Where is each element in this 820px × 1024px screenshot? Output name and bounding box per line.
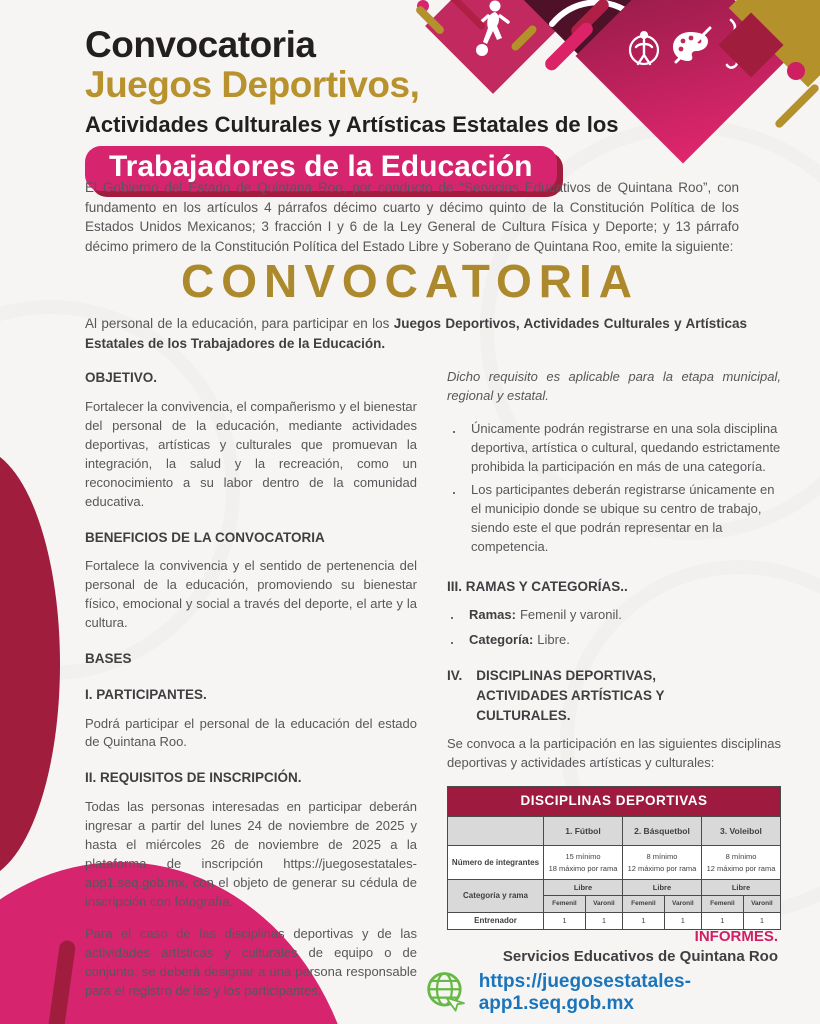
requisitos-heading: II. REQUISITOS DE INSCRIPCIÓN.: [85, 770, 302, 786]
palette-icon: [668, 24, 714, 68]
globe-icon: [424, 968, 467, 1018]
title-badge-trabajadores: Trabajadores de la Educación: [85, 146, 557, 191]
categoria-label: Categoría:: [469, 632, 534, 648]
disciplinas-heading: [447, 666, 781, 725]
dancer-icon: [626, 26, 662, 68]
intro-paragraph: El Gobierno del Estado de Quintana Roo, por conducto de “Servicios Educativos de Quintana Roo”, con fundamento en los artículos 4 párrafos décimo cuarto y décimo quinto de la Constitución Política de los Estados Unidos Mexicanos; 3 fracción I y 6 de la Ley General de Cultura Física y Deporte; y 13 párrafo décimo primero de la Constitución Política del Estado Libre y Soberano de Quintana Roo, emite la siguiente:: [85, 180, 739, 254]
categoria-rama-label: Categoría y rama: [448, 879, 544, 912]
audience-bold: Juegos Deportivos, Actividades Culturales y Artísticas Estatales de los Trabajadores de la Educación.: [85, 316, 747, 351]
disciplinas-heading-text: DISCIPLINAS DEPORTIVAS, ACTIVIDADES ARTÍSTICAS Y CULTURALES.: [476, 668, 665, 723]
branch-varonil: Varonil: [743, 896, 780, 913]
registration-url-bar: [424, 968, 820, 1018]
main-heading: CONVOCATORIA: [181, 255, 639, 307]
table-title-row: [448, 787, 781, 816]
integrantes-futbol: [544, 846, 623, 880]
integrantes-max: 18 máximo por rama: [548, 863, 618, 873]
integrantes-min: 15 mínimo: [565, 852, 601, 862]
libre-cell: Libre: [622, 879, 701, 895]
rule-bullet: · Únicamente podrán registrarse en una sola disciplina deportiva, artística o cultural, quedando estrictamente prohibida la participación en más de una categoría.: [449, 420, 781, 477]
entrenador-count: 1: [701, 912, 743, 929]
table-title: DISCIPLINAS DEPORTIVAS: [448, 787, 781, 816]
entrenador-count: 1: [743, 912, 780, 929]
categoria-value: Libre.: [537, 632, 570, 648]
entrenador-count: 1: [544, 912, 586, 929]
audience-paragraph: [85, 314, 747, 353]
informes-label: INFORMES.: [694, 928, 778, 945]
table-empty-cell: [448, 816, 544, 846]
header: [85, 24, 619, 191]
ramas-item: [447, 606, 781, 625]
audience-prefix: Al personal de la educación, para participar en los: [85, 316, 394, 331]
integrantes-label: Número de integrantes: [448, 846, 544, 880]
entrenador-count: 1: [664, 912, 701, 929]
left-column: [85, 368, 417, 1014]
integrantes-min: 8 mínimo: [646, 852, 678, 862]
requisitos-paragraph-1: Todas las personas interesadas en participar deberán ingresar a partir del lunes 24 de noviembre de 2025 y hasta el miércoles 26 de noviembre de 2025 a la plataforma de inscripción https://juegosestatales-app1.seq.gob.mx, con el objeto de generar su cédula de inscripción con fotografía.: [85, 799, 417, 909]
entrenador-count: 1: [622, 912, 664, 929]
rules-bullet-list: [449, 420, 781, 557]
categoria-item: [447, 631, 781, 650]
rule-bullet: · Los participantes deberán registrarse únicamente en el municipio donde se ubique su centro de trabajo, siendo este el que podrán representar en la competencia.: [449, 481, 781, 557]
pink-dot-decoration: [787, 62, 805, 80]
integrantes-max: 12 máximo por rama: [627, 863, 697, 873]
title-juegos-deportivos: Juegos Deportivos,: [85, 64, 420, 105]
table-entrenador-row: [448, 912, 781, 929]
requisitos-paragraph-2: Para el caso de las disciplinas deportivas y de las actividades artísticas y culturales de equipo o de conjunto, se deberá designar a una persona responsable para el registro de las y los participantes.: [85, 925, 417, 998]
integrantes-voleibol: [701, 846, 780, 880]
objetivo-heading: OBJETIVO.: [85, 370, 158, 385]
ramas-value: Femenil y varonil.: [519, 607, 622, 623]
organization-name: Servicios Educativos de Quintana Roo: [502, 948, 778, 965]
table-integrantes-row: [448, 846, 781, 880]
libre-cell: Libre: [544, 879, 623, 895]
disciplinas-heading-number: IV.: [447, 668, 463, 684]
integrantes-max: 12 máximo por rama: [706, 863, 776, 873]
integrantes-min: 8 mínimo: [725, 852, 757, 862]
table-categoria-row: [448, 879, 781, 895]
entrenador-count: 1: [585, 912, 622, 929]
bases-heading: BASES: [85, 651, 132, 667]
sport-basquetbol: 2. Básquetbol: [622, 816, 701, 846]
entrenador-label: Entrenador: [448, 912, 544, 929]
sports-table: [447, 786, 781, 930]
ramas-label: Ramas:: [469, 607, 516, 623]
gold-line-decoration: [774, 83, 820, 130]
branch-femenil: Femenil: [701, 896, 743, 913]
libre-cell: Libre: [701, 879, 780, 895]
note-italic: Dicho requisito es aplicable para la etapa municipal, regional y estatal.: [447, 369, 781, 403]
beneficios-heading: BENEFICIOS DE LA CONVOCATORIA: [85, 529, 325, 545]
objetivo-text: Fortalecer la convivencia, el compañerismo y el bienestar del personal de la educación, mediante actividades deportivas, artísticas y culturales que promuevan la integración, la salud y la recreación, como un reconocimiento a su labor dentro de la comunidad educativa.: [85, 398, 417, 509]
branch-varonil: Varonil: [664, 896, 701, 913]
sport-voleibol: 3. Voleibol: [701, 816, 780, 846]
participantes-text: Podrá participar el personal de la educación del estado de Quintana Roo.: [85, 715, 417, 750]
registration-url-link[interactable]: https://juegosestatales-app1.seq.gob.mx: [478, 971, 691, 1014]
branch-femenil: Femenil: [622, 896, 664, 913]
title-convocatoria: Convocatoria: [85, 24, 316, 65]
right-column: [447, 368, 781, 930]
table-sports-row: [448, 816, 781, 846]
participantes-heading: I. PARTICIPANTES.: [85, 686, 207, 702]
branch-varonil: Varonil: [585, 896, 622, 913]
title-actividades: Actividades Culturales y Artísticas Estatales de los: [85, 112, 619, 137]
beneficios-text: Fortalece la convivencia y el sentido de pertenencia del personal de la educación, promoviendo su bienestar físico, emocional y social a través del deporte, el arte y la cultura.: [85, 558, 417, 631]
integrantes-basquetbol: [622, 846, 701, 880]
sport-futbol: 1. Fútbol: [544, 816, 623, 846]
branch-femenil: Femenil: [544, 896, 586, 913]
convoca-text: Se convoca a la participación en las siguientes disciplinas deportivas y actividades artísticas y culturales:: [447, 736, 781, 771]
ramas-heading: III. RAMAS Y CATEGORÍAS..: [447, 578, 628, 594]
